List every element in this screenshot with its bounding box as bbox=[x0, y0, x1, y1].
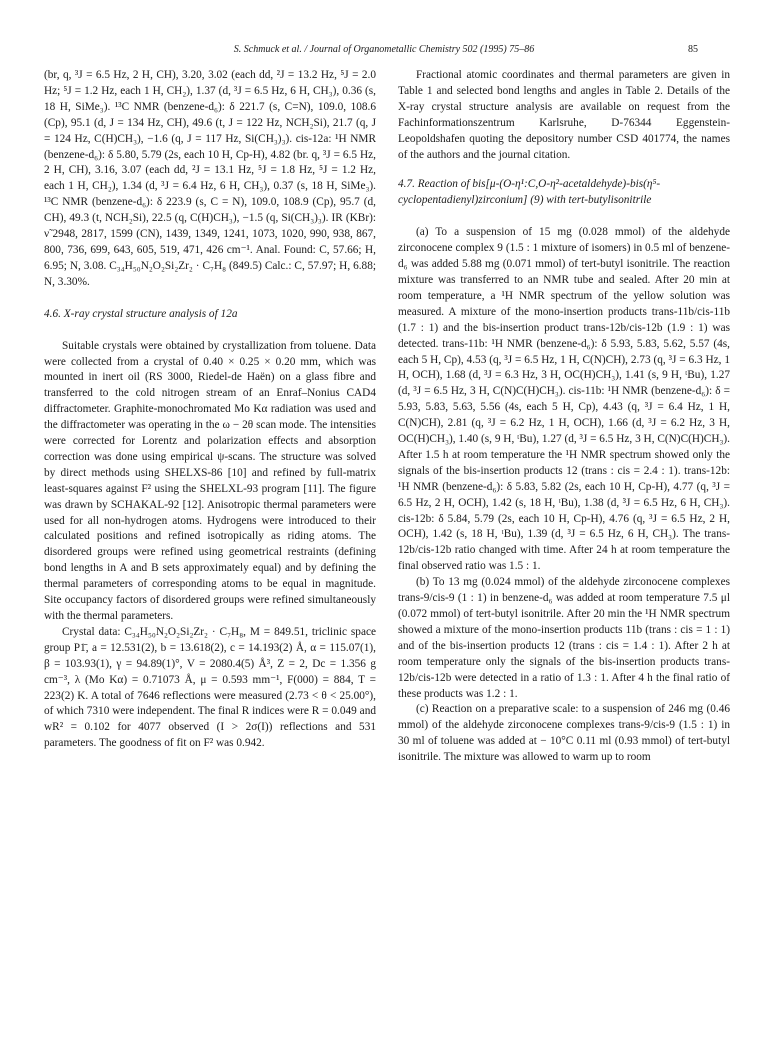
deposition-paragraph: Fractional atomic coordinates and thermal parameters are given in Table 1 and selected bond lengths and angles in Table 2. Details of the X-ray crystal structure analysis are available on request from the Fachinformationszentrum Karlsruhe, D-76344 Eggenstein-Leopoldshafen quoting the depository number CSD 401774, the names of the authors and the journal citation. bbox=[398, 69, 730, 161]
procedure-b-paragraph: (b) To 13 mg (0.024 mmol) of the aldehyde zirconocene complexes trans-9/cis-9 (1 : 1) in benzene-d₆ was added at room temperature 7.5 μl (0.072 mmol) of tert-butyl isonitrile. After 20 min the ¹H NMR spectrum showed a mixture of the mono-insertion products 11b (trans : cis = 1 : 1) and of the bis-insertion products 12 (trans : cis = 1.4 : 1). After 2 h at room temperature only the signals of the bis-insertion products trans-12b/cis-12b were detected in a ratio of 1.3 : 1. After 4 h the final ratio of these products was 1.2 : 1. bbox=[398, 576, 730, 700]
procedure-a-paragraph: (a) To a suspension of 15 mg (0.028 mmol) of the aldehyde zirconocene complex 9 (1.5 : 1 mixture of isomers) in 0.5 ml of benzene-d₆ was added 5.88 mg (0.071 mmol) of tert-butyl isonitrile. The reaction mixture was transferred to an NMR tube and sealed. After 20 min at room temperature, a ¹H NMR spectrum of the yellow solution was measured. A mixture of the mono-insertion products trans-11b/cis-11b (1.7 : 1) and the bis-insertion product trans-12b/cis-12b (1.9 : 1) was detected. trans-11b: ¹H NMR (benzene-d₆): δ 5.93, 5.83, 5.62, 5.57 (4s, each 5 H, Cp), 4.53 (q, ³J = 6.5 Hz, 1 H, C(N)CH), 2.73 (q, ³J = 6.3 Hz, 1 H, OCH), 1.68 (d, ³J = 6.3 Hz, 3 H, OC(H)CH₃), 1.41 (s, 9 H, ᵗBu), 1.27 (d, ³J = 6.5 Hz, 3 H, C(N)C(H)CH₃). cis-11b: ¹H NMR (benzene-d₆): δ = 5.93, 5.83, 5.63, 5.56 (4s, each 5 H, Cp), 4.43 (q, ³J = 6.4 Hz, 1 H, C(N)CH), 2.81 (q, ³J = 6.2 Hz, 1 H, OCH), 1.66 (d, ³J = 6.2 Hz, 3 H, OC(H)CH₃), 1.40 (s, 9 H, ᵗBu), 1.27 (d, ³J = 6.5 Hz, 3 H, C(N)C(H)CH₃). After 1.5 h at room temperature the ¹H NMR spectrum showed only the signals of the bis-insertion products 12 (trans : cis = 2.4 : 1). trans-12b: ¹H NMR (benzene-d₆): δ 5.83, 5.82 (2s, each 10 H, Cp-H), 4.77 (q, ³J = 6.5 Hz, 2 H, OCH), 1.42 (s, 18 H, ᵗBu), 1.38 (d, ³J = 6.5 Hz, 6 H, CH₃). cis-12b: δ 5.84, 5.79 (2s, each 10 H, Cp-H), 4.76 (q, ³J = 6.5 Hz, 2 H, OCH), 1.42 (s, 18 H, ᵗBu), 1.39 (d, ³J = 6.5 Hz, 6 H, CH₃). The trans-12b/cis-12b ratio changed with time. After 24 h at room temperature the final observed ratio was 1.5 : 1. bbox=[398, 226, 731, 573]
crystal-data-paragraph: Crystal data: C₃₄H₅₀N₂O₂Si₂Zr₂ · C₇H₈, M = 849.51, triclinic space group P1̄, a = 12.531(2), b = 13.618(2), c = 14.193(2) Å, α = 115.07(1), β = 103.93(1), γ = 94.89(1)°, V = 2080.4(5) Å³, Z = 2, Dc = 1.356 g cm⁻³, λ (Mo Kα) = 0.71073 Å, μ = 0.593 mm⁻¹, F(000) = 884, T = 223(2) K. A total of 7646 reflections were measured (2.73 < θ < 25.00°), of which 7310 were independent. The final R indices were R = 0.049 and wR² = 0.102 for 4077 observed (I > 2σ(I)) reflections and 531 parameters. The goodness of fit on F² was 0.942. bbox=[44, 625, 376, 750]
nmr-data-paragraph: (br, q, ³J = 6.5 Hz, 2 H, CH), 3.20, 3.02 (each dd, ²J = 13.2 Hz, ⁵J = 2.0 Hz; ⁵J = 1.2 Hz, each 1 H, CH₂), 1.37 (d, ³J = 6.5 Hz, 6 H, CH₃), 0.36 (s, 18 H, SiMe₃). ¹³C NMR (benzene-d₆): δ 221.7 (s, C=N), 109.0, 108.6 (Cp), 95.1 (d, J = 134 Hz, CH), 49.6 (t, J = 122 Hz, NCH₂Si), 21.7 (q, J = 124 Hz, C(H)CH₃), −1.6 (q, J = 117 Hz, Si(CH₃)₃). cis-12a: ¹H NMR (benzene-d₆): δ 5.80, 5.79 (2s, each 10 H, Cp-H), 4.82 (br. q, ³J = 6.5 Hz, 2 H, CH), 3.16, 3.07 (each dd, ²J = 13.1 Hz, ⁵J = 1.8 Hz, ⁵J = 1.2 Hz, each 1 H, CH₂), 1.34 (d, ³J = 6.4 Hz, 6 H, CH₃), 0.37 (s, 18 H, SiMe₃). ¹³C NMR (benzene-d₆): δ 223.9 (s, C = N), 109.0, 108.9 (Cp), 95.7 (d, CH), 49.3 (t, NCH₂Si), 22.5 (q, C(H)CH₃), −1.5 (q, Si(CH₃)₃). IR (KBr): ν̃ 2948, 2817, 1599 (CN), 1439, 1349, 1241, 1073, 1020, 990, 938, 867, 800, 736, 699, 643, 605, 519, 471, 426 cm⁻¹. Anal. Found: C, 57.66; H, 6.95; N, 3.08. C₃₄H₅₀N₂O₂Si₂Zr₂ · C₇H₈ (849.5) Calc.: C, 57.97; H, 6.88; N, 3.30%. bbox=[44, 69, 376, 288]
running-title: S. Schmuck et al. / Journal of Organometallic Chemistry 502 (1995) 75–86 bbox=[233, 44, 535, 55]
procedure-c-paragraph: (c) Reaction on a preparative scale: to a suspension of 246 mg (0.46 mmol) of the aldehyde zirconocene complexes trans-9/cis-9 (1.5 : 1) in 30 ml of toluene was added at − 10°C 0.11 ml (0.93 mmol) of tert-butyl isonitrile. The mixture was allowed to warm up to room bbox=[398, 703, 730, 764]
section-heading-4-7: 4.7. Reaction of bis[μ-(O-η¹:C,O-η²-acetaldehyde)-bis(η⁵-cyclopentadienyl)zirconium] (9) with tert-butylisonitrile bbox=[398, 178, 661, 207]
page-number: 85 bbox=[688, 44, 698, 55]
xray-methods-paragraph: Suitable crystals were obtained by crystallization from toluene. Data were collected from a crystal of 0.40 × 0.25 × 0.20 mm, which was mounted in inert oil (RS 3000, Riedel-de Haën) on a glass fibre and transferred to the cold nitrogen stream of an Enraf–Nonius CAD4 diffractometer. Graphite-monochromated Mo Kα radiation was used and the diffractometer was operating in the ω − 2θ scan mode. The intensities were corrected for Lorentz and polarization effects and absorption correction was done using empirical ψ-scans. The structure was solved by direct methods using SHELXS-86 [10] and refined by full-matrix least-squares against F² using the SHELXL-93 program [11]. The figure was drawn by SCHAKAL-92 [12]. Anisotropic thermal parameters were used for all non-hydrogen atoms. Hydrogens were introduced to their calculated positions and refined isotropically as riding atoms. The disordered groups were refined using geometrical restraints (defining bond lengths in A and B sets approximately equal) and by defining the thermal parameters of corresponding atoms to be equal in magnitude. Site occupancy factors of disordered groups were refined simultaneously with the thermal parameters. bbox=[44, 339, 376, 622]
left-column bbox=[44, 68, 376, 752]
section-heading-4-6: 4.6. X-ray crystal structure analysis of 12a bbox=[44, 307, 238, 320]
right-column bbox=[398, 68, 730, 766]
